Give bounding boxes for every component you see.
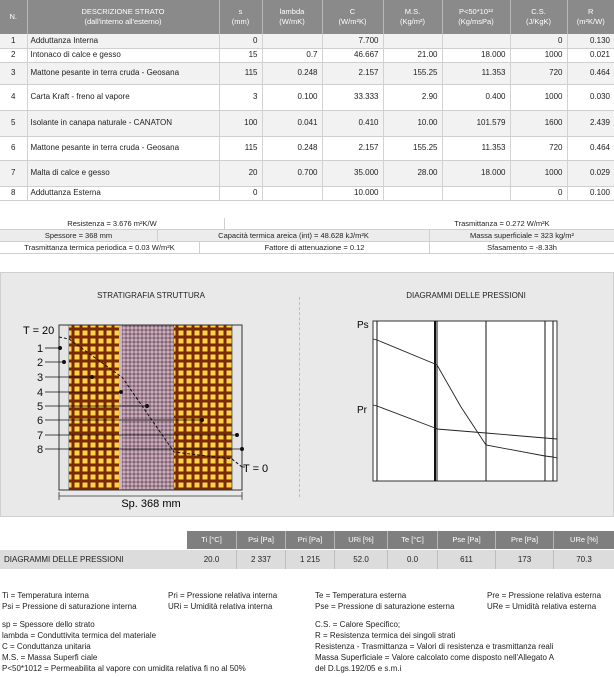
resistance-value: Resistenza = 3.676 m²K/W [0, 218, 225, 229]
transmittance-value: Trasmittanza = 0.272 W/m²K [454, 219, 550, 228]
legend-item: Ti = Temperatura interna [2, 591, 89, 600]
earth-brick-layer-outer [174, 325, 232, 490]
header-ure: URe [%] [554, 531, 614, 549]
legend-bottom-right [315, 619, 554, 674]
row-mass: 155.25 [383, 62, 442, 84]
row-lambda: 0.7 [262, 48, 322, 62]
row-description: Adduttanza Esterna [27, 186, 219, 200]
row-specific-heat: 1000 [510, 160, 567, 186]
legend-col4 [487, 590, 601, 612]
external-temperature-label: T = 0 [243, 463, 269, 475]
total-thickness-label: Sp. 368 mm [121, 498, 181, 510]
row-conductance: 2.157 [322, 62, 383, 84]
saturation-pressure-label: Ps [357, 320, 369, 331]
row-permeability: 11.353 [442, 62, 510, 84]
table-row [0, 84, 614, 110]
row-conductance: 2.157 [322, 136, 383, 160]
row-description: Adduttanza Interna [27, 34, 219, 48]
layer-label: 1 [37, 343, 44, 355]
layer-label: 4 [37, 387, 44, 399]
header-pse: Pse [Pa] [438, 531, 496, 549]
header-mass: M.S. (Kg/m²) [383, 0, 442, 34]
header-ti: Ti [°C] [187, 531, 237, 549]
row-resistance: 0.464 [567, 136, 614, 160]
legend-col3 [315, 590, 454, 612]
table-row [0, 34, 614, 48]
table-row [0, 160, 614, 186]
row-resistance: 2.439 [567, 110, 614, 136]
row-number: 2 [0, 48, 27, 62]
row-resistance: 0.030 [567, 84, 614, 110]
legend-item: URe = Umidità relativa esterna [487, 602, 597, 611]
row-lambda: 0.700 [262, 160, 322, 186]
value-uri: 52.0 [335, 550, 388, 569]
header-te: Te [°C] [388, 531, 438, 549]
header-n: N. [0, 0, 27, 34]
row-number: 7 [0, 160, 27, 186]
legend-item: Pse = Pressione di saturazione esterna [315, 602, 455, 611]
row-resistance: 0.100 [567, 186, 614, 200]
stratigraphy-diagram [1, 273, 299, 518]
table-row [0, 62, 614, 84]
row-thickness: 0 [219, 34, 262, 48]
header-uri: URi [%] [335, 531, 388, 549]
row-lambda: 0.248 [262, 136, 322, 160]
time-shift-value: Sfasamento = -8.33h [487, 243, 557, 252]
summary-block [0, 218, 614, 254]
diagrams-panel [0, 272, 614, 517]
layer-label: 5 [37, 401, 44, 413]
row-lambda: 0.100 [262, 84, 322, 110]
row-description: Isolante in canapa naturale - CANATON [27, 110, 219, 136]
row-resistance: 0.464 [567, 62, 614, 84]
table-row [0, 136, 614, 160]
value-psi: 2 337 [237, 550, 286, 569]
row-conductance: 35.000 [322, 160, 383, 186]
thermal-capacity-value: Capacità termica areica (int) = 48.628 kJ/m²K [158, 230, 430, 241]
header-lambda: lambda (W/mK) [262, 0, 322, 34]
row-mass [383, 186, 442, 200]
row-conductance: 33.333 [322, 84, 383, 110]
legend-item: lambda = Conduttivita termica del materiale [2, 631, 157, 640]
layer-label: 2 [37, 357, 44, 369]
legend-item: P<50*1012 = Permeabilita al vapore con umidita relativa fi no al 50% [2, 664, 246, 673]
legend-item: Psi = Pressione di saturazione interna [2, 602, 137, 611]
row-specific-heat: 720 [510, 136, 567, 160]
pressure-row-label: DIAGRAMMI DELLE PRESSIONI [4, 555, 124, 564]
legend-col2 [168, 590, 277, 612]
pressure-table [0, 531, 614, 569]
row-number: 8 [0, 186, 27, 200]
surface-mass-value: Massa superficiale = 323 kg/m² [469, 231, 574, 240]
pressure-diagram [301, 273, 614, 518]
value-pse: 611 [438, 550, 496, 569]
header-specific-heat: C.S. (J/KgK) [510, 0, 567, 34]
legend-item: Pri = Pressione relativa interna [168, 591, 278, 600]
stratigraphy-title: STRATIGRAFIA STRUTTURA [97, 291, 205, 300]
earth-brick-layer-inner [69, 325, 119, 490]
legend-item: M.S. = Massa Superfi ciale [2, 653, 98, 662]
value-ti: 20.0 [187, 550, 237, 569]
row-resistance: 0.029 [567, 160, 614, 186]
row-permeability: 18.000 [442, 48, 510, 62]
row-number: 6 [0, 136, 27, 160]
internal-temperature-label: T = 20 [23, 325, 55, 337]
row-thickness: 115 [219, 62, 262, 84]
row-thickness: 115 [219, 136, 262, 160]
value-ure: 70.3 [576, 555, 592, 564]
row-permeability [442, 186, 510, 200]
value-te: 0.0 [388, 550, 438, 569]
legend-item: del D.Lgs.192/05 e s.m.i [315, 664, 402, 673]
row-specific-heat: 1000 [510, 48, 567, 62]
header-thickness: s (mm) [219, 0, 262, 34]
header-pre: Pre [Pa] [496, 531, 554, 549]
row-conductance: 46.667 [322, 48, 383, 62]
row-mass: 2.90 [383, 84, 442, 110]
legend-item: Te = Temperatura esterna [315, 591, 407, 600]
attenuation-factor-value: Fattore di attenuazione = 0.12 [200, 242, 430, 253]
row-description: Mattone pesante in terra cruda - Geosana [27, 136, 219, 160]
row-thickness: 100 [219, 110, 262, 136]
legend-item: C.S. = Calore Specifico; [315, 620, 401, 629]
row-lambda [262, 186, 322, 200]
legend-item: R = Resistenza termica dei singoli strati [315, 631, 456, 640]
relative-pressure-label: Pr [357, 405, 367, 416]
layers-table [0, 0, 614, 201]
row-lambda: 0.248 [262, 62, 322, 84]
value-pre: 173 [496, 550, 554, 569]
legend-item: Massa Superficiale = Valore calcolato come disposto nell'Allegato A [315, 653, 555, 662]
pressure-diagram-title: DIAGRAMMI DELLE PRESSIONI [406, 291, 526, 300]
pressure-table-header [0, 531, 614, 549]
row-conductance: 7.700 [322, 34, 383, 48]
row-specific-heat: 0 [510, 186, 567, 200]
row-resistance: 0.021 [567, 48, 614, 62]
row-thickness: 0 [219, 186, 262, 200]
pressure-plot-area [373, 321, 557, 481]
panel-divider [299, 297, 300, 497]
row-description: Mattone pesante in terra cruda - Geosana [27, 62, 219, 84]
row-specific-heat: 1000 [510, 84, 567, 110]
row-thickness: 15 [219, 48, 262, 62]
row-thickness: 3 [219, 84, 262, 110]
row-permeability [442, 34, 510, 48]
kraft-paper-layer [119, 325, 122, 490]
legend-item: C = Conduttanza unitaria [2, 642, 91, 651]
table-row [0, 48, 614, 62]
thickness-value: Spessore = 368 mm [0, 230, 158, 241]
row-conductance: 10.000 [322, 186, 383, 200]
row-specific-heat: 1600 [510, 110, 567, 136]
row-mass: 21.00 [383, 48, 442, 62]
header-resistance: R (m²K/W) [567, 0, 614, 34]
row-permeability: 11.353 [442, 136, 510, 160]
periodic-transmittance-value: Trasmittanza termica periodica = 0.03 W/m²K [0, 242, 200, 253]
header-psi: Psi [Pa] [237, 531, 286, 549]
header-conductance: C (W/m²K) [322, 0, 383, 34]
layer-label: 6 [37, 415, 44, 427]
row-mass: 155.25 [383, 136, 442, 160]
row-mass: 10.00 [383, 110, 442, 136]
layer-label: 8 [37, 444, 44, 456]
row-description: Carta Kraft - freno al vapore [27, 84, 219, 110]
row-thickness: 20 [219, 160, 262, 186]
legend-col1 [2, 590, 137, 612]
layer-label: 7 [37, 430, 44, 442]
row-resistance: 0.130 [567, 34, 614, 48]
header-permeability: P<50*10¹² (Kg/msPa) [442, 0, 510, 34]
row-mass [383, 34, 442, 48]
legend-item: URi = Umidità relativa interna [168, 602, 273, 611]
row-number: 4 [0, 84, 27, 110]
value-pri: 1 215 [286, 550, 335, 569]
legend-item: Pre = Pressione relativa esterna [487, 591, 602, 600]
header-pri: Pri [Pa] [286, 531, 335, 549]
legend-bottom-left [2, 619, 246, 674]
legend-item: sp = Spessore dello strato [2, 620, 95, 629]
header-description: DESCRIZIONE STRATO (dall'interno all'esterno) [27, 0, 219, 34]
row-lambda: 0.041 [262, 110, 322, 136]
summary-row-3 [0, 242, 614, 254]
legend-item: Resistenza - Trasmittanza = Valori di resistenza e trasmittanza reali [315, 642, 554, 651]
table-row [0, 186, 614, 200]
row-permeability: 18.000 [442, 160, 510, 186]
row-permeability: 0.400 [442, 84, 510, 110]
row-specific-heat: 720 [510, 62, 567, 84]
row-number: 5 [0, 110, 27, 136]
row-conductance: 0.410 [322, 110, 383, 136]
row-number: 1 [0, 34, 27, 48]
summary-row-1 [0, 218, 614, 230]
pressure-table-row [0, 549, 614, 569]
summary-row-2 [0, 230, 614, 242]
table-row [0, 110, 614, 136]
layer-label: 3 [37, 372, 44, 384]
row-mass: 28.00 [383, 160, 442, 186]
row-description: Malta di calce e gesso [27, 160, 219, 186]
row-lambda [262, 34, 322, 48]
row-number: 3 [0, 62, 27, 84]
row-description: Intonaco di calce e gesso [27, 48, 219, 62]
layers-table-header [0, 0, 614, 34]
row-specific-heat: 0 [510, 34, 567, 48]
row-permeability: 101.579 [442, 110, 510, 136]
